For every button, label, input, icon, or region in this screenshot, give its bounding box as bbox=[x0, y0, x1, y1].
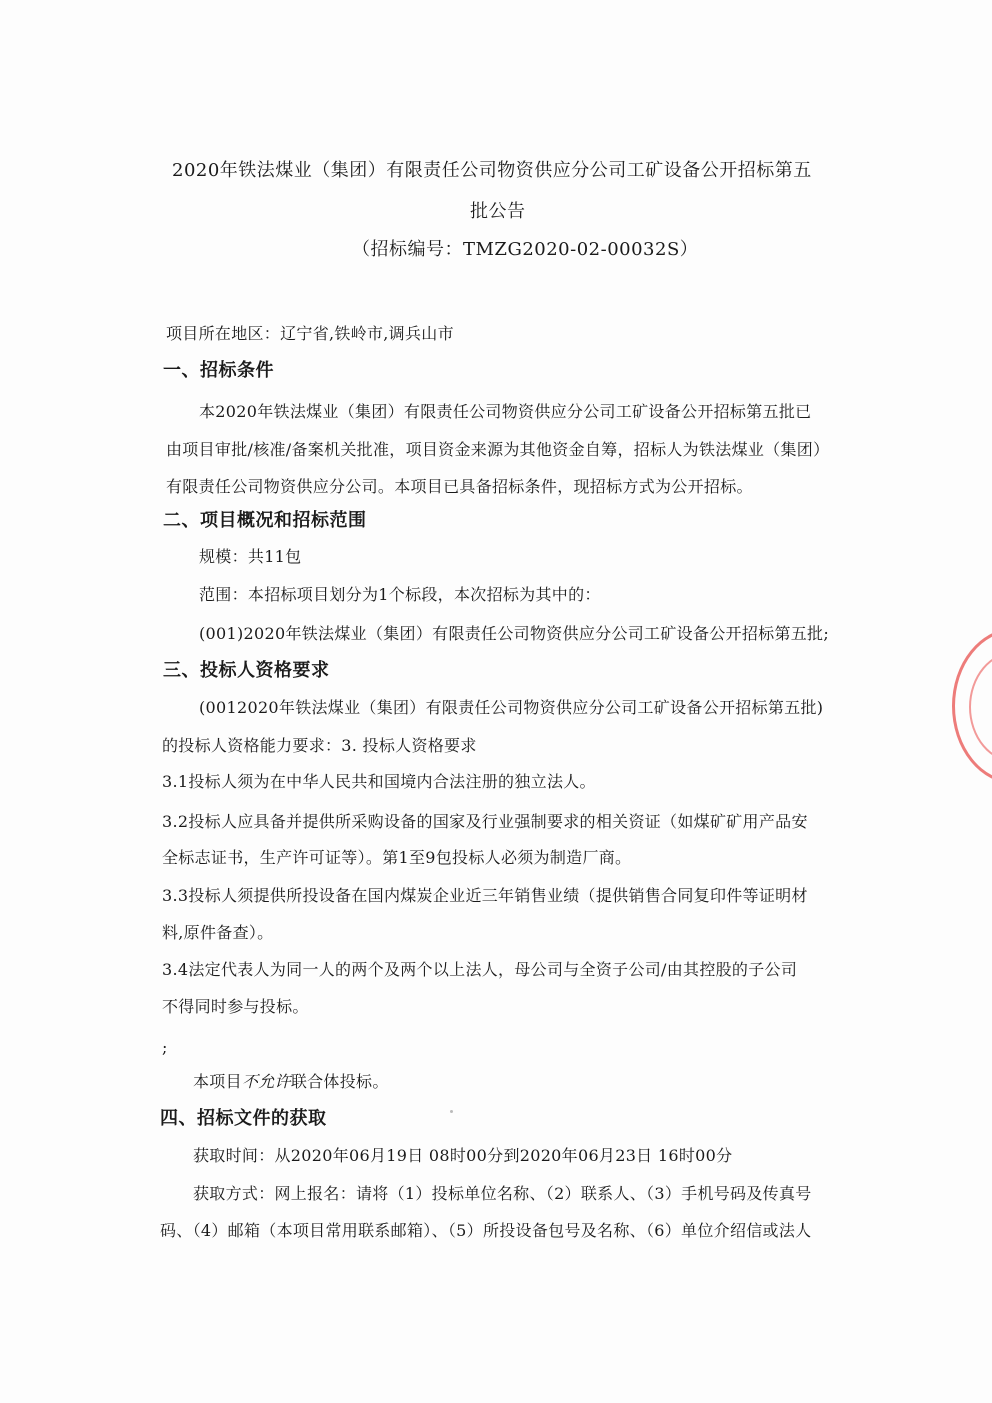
section-3-line-5: 全标志证书，生产许可证等）。第1至9包投标人必须为制造厂商。 bbox=[162, 848, 632, 867]
section-3-line-7: 料,原件备查）。 bbox=[162, 923, 274, 942]
acquisition-method-line-1: 获取方式：网上报名：请将（1）投标单位名称、（2）联系人、（3）手机号码及传真号 bbox=[193, 1184, 812, 1203]
section-3-line-1: (0012020年铁法煤业（集团）有限责任公司物资供应分公司工矿设备公开招标第五批) bbox=[199, 698, 824, 717]
tender-code: （招标编号：TMZG2020-02-00032S） bbox=[352, 239, 699, 260]
consortium-suffix: 联合体投标。 bbox=[290, 1072, 389, 1091]
section-1-line-1: 本2020年铁法煤业（集团）有限责任公司物资供应分公司工矿设备公开招标第五批已 bbox=[199, 402, 812, 421]
section-3-line-4: 3.2投标人应具备并提供所采购设备的国家及行业强制要求的相关资证（如煤矿矿用产品安 bbox=[162, 812, 808, 831]
section-3-line-3: 3.1投标人须为在中华人民共和国境内合法注册的独立法人。 bbox=[162, 772, 596, 791]
section-3-line-10: ; bbox=[162, 1038, 168, 1057]
consortium-not-allowed: 不允许 bbox=[241, 1072, 291, 1091]
acquisition-time: 获取时间：从2020年06月19日 08时00分到2020年06月23日 16时00分 bbox=[193, 1146, 733, 1165]
project-scope: 范围：本招标项目划分为1个标段，本次招标为其中的： bbox=[199, 585, 601, 604]
project-scale: 规模：共11包 bbox=[199, 547, 302, 566]
red-seal-fragment bbox=[952, 628, 992, 784]
title-line-2: 批公告 bbox=[470, 201, 526, 222]
section-3-line-9: 不得同时参与投标。 bbox=[162, 997, 309, 1016]
project-region: 项目所在地区：辽宁省,铁岭市,调兵山市 bbox=[166, 324, 454, 343]
scan-speck bbox=[450, 1110, 453, 1113]
consortium-note bbox=[193, 1072, 389, 1092]
title-line-1: 2020年铁法煤业（集团）有限责任公司物资供应分公司工矿设备公开招标第五 bbox=[172, 160, 812, 181]
section-2-heading: 二、项目概况和招标范围 bbox=[163, 510, 367, 531]
section-3-line-8: 3.4法定代表人为同一人的两个及两个以上法人，母公司与全资子公司/由其控股的子公司 bbox=[162, 960, 798, 979]
red-seal-inner-ring bbox=[969, 651, 992, 763]
section-3-line-2: 的投标人资格能力要求：3. 投标人资格要求 bbox=[162, 736, 477, 755]
acquisition-method-line-2: 码、（4）邮箱（本项目常用联系邮箱）、（5）所投设备包号及名称、（6）单位介绍信或法人 bbox=[160, 1221, 812, 1240]
section-3-line-6: 3.3投标人须提供所投设备在国内煤炭企业近三年销售业绩（提供销售合同复印件等证明材 bbox=[162, 886, 808, 905]
section-1-heading: 一、招标条件 bbox=[163, 360, 274, 381]
section-1-line-2: 由项目审批/核准/备案机关批准，项目资金来源为其他资金自筹，招标人为铁法煤业（集团） bbox=[166, 440, 830, 459]
section-1-line-3: 有限责任公司物资供应分公司。本项目已具备招标条件，现招标方式为公开招标。 bbox=[166, 477, 753, 496]
section-3-heading: 三、投标人资格要求 bbox=[163, 660, 330, 681]
consortium-prefix: 本项目 bbox=[193, 1072, 242, 1091]
section-4-heading: 四、招标文件的获取 bbox=[160, 1108, 327, 1129]
lot-item: (001)2020年铁法煤业（集团）有限责任公司物资供应分公司工矿设备公开招标第五批; bbox=[199, 624, 830, 643]
